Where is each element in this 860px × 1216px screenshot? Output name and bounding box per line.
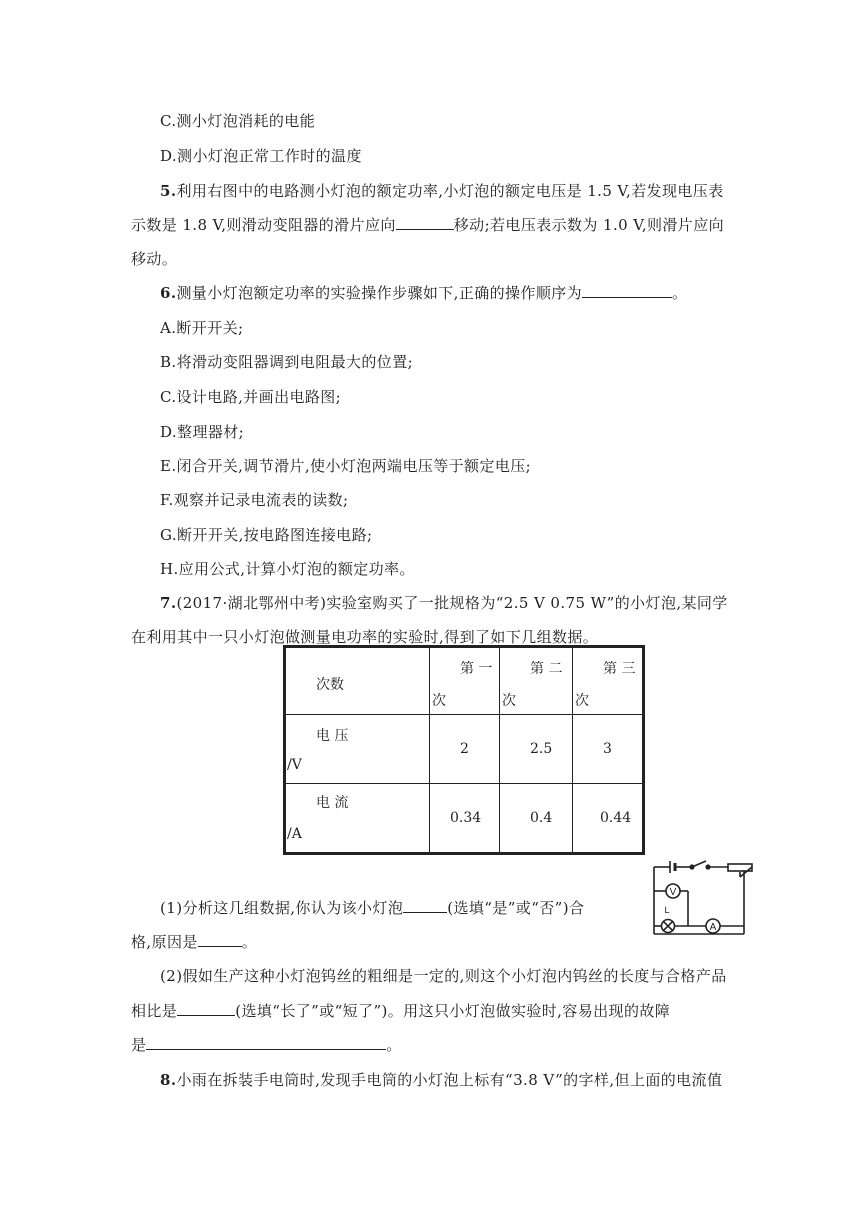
table-cell: [430, 715, 500, 784]
question-7-line2: 在利用其中一只小灯泡做测量电功率的实验时,得到了如下几组数据。: [131, 628, 599, 646]
question-5-line2: [131, 215, 724, 235]
question-text: 小雨在拆装手电筒时,发现手电筒的小灯泡上标有“3.8 V”的字样,但上面的电流值: [176, 1071, 723, 1089]
answer-blank[interactable]: [198, 932, 242, 947]
answer-blank[interactable]: [396, 215, 454, 230]
row-label: /A: [287, 826, 302, 842]
table-row: [285, 715, 644, 784]
question-number: 5.: [160, 182, 177, 200]
question-text: 。: [386, 1036, 402, 1054]
col-label: 次: [575, 693, 589, 709]
row-label: 电 压: [316, 728, 349, 744]
answer-blank[interactable]: [403, 898, 447, 913]
question-6-stem: [160, 283, 687, 303]
table-cell: [500, 715, 573, 784]
question-8-line1: [160, 1070, 722, 1090]
cell-value: 2.5: [530, 741, 553, 757]
table-header-cell: [573, 647, 644, 715]
question-number: 6.: [160, 284, 177, 302]
question-text: 是: [131, 1036, 147, 1054]
question-text: (2017·湖北鄂州中考)实验室购买了一批规格为“2.5 V 0.75 W”的小灯泡,某同学: [176, 594, 728, 612]
question-text: 。: [241, 933, 258, 951]
row-label-cell: [285, 784, 430, 854]
question-5-line1: [160, 181, 724, 201]
col-label: 第 二: [530, 661, 563, 677]
question-5-line3: 移动。: [131, 250, 178, 268]
table-cell: [573, 715, 644, 784]
question-text: 示数是 1.8 V,则滑动变阻器的滑片应向: [131, 216, 396, 234]
cell-value: 3: [603, 741, 612, 757]
step-item: C.设计电路,并画出电路图;: [160, 388, 342, 406]
question-7-sub2-line3: [131, 1035, 402, 1055]
answer-blank[interactable]: [177, 1001, 235, 1016]
cell-value: 0.34: [450, 810, 482, 826]
question-7-line1: [160, 593, 728, 613]
question-number: 7.: [160, 594, 177, 612]
question-text: 移动;若电压表示数为 1.0 V,则滑片应向: [453, 216, 725, 234]
question-7-sub2-line1: (2)假如生产这种小灯泡钨丝的粗细是一定的,则这个小灯泡内钨丝的长度与合格产品: [160, 967, 727, 985]
table-header-cell: [285, 647, 430, 715]
question-text: (1)分析这几组数据,你认为该小灯泡: [160, 899, 404, 917]
ammeter-label: A: [709, 922, 717, 933]
cell-value: 0.4: [530, 810, 553, 826]
question-text: 利用右图中的电路测小灯泡的额定功率,小灯泡的额定电压是 1.5 V,若发现电压表: [176, 182, 724, 200]
voltmeter-label: V: [669, 887, 677, 898]
col-label: 第 三: [603, 661, 636, 677]
question-text: 相比是: [131, 1002, 178, 1020]
question-number: 8.: [160, 1071, 177, 1089]
question-7-sub1-line2: [131, 932, 257, 952]
question-text: 。: [672, 284, 688, 302]
table-cell: [430, 784, 500, 854]
question-7-sub2-line2: [131, 1001, 670, 1021]
col-label: 第 一: [460, 661, 493, 677]
question-7-sub1-line1: [160, 898, 584, 918]
step-item: F.观察并记录电流表的读数;: [160, 491, 349, 509]
question-text: 测量小灯泡额定功率的实验操作步骤如下,正确的操作顺序为: [176, 284, 583, 302]
answer-blank[interactable]: [582, 283, 672, 298]
header-label: 次数: [316, 677, 344, 693]
row-label-cell: [285, 715, 430, 784]
data-table: [283, 645, 645, 855]
col-label: 次: [432, 693, 446, 709]
option-d: D.测小灯泡正常工作时的温度: [160, 147, 362, 165]
table-row: [285, 784, 644, 854]
table-cell: [573, 784, 644, 854]
step-item: G.断开开关,按电路图连接电路;: [160, 526, 373, 544]
cell-value: 2: [460, 741, 469, 757]
question-text: (选填“长了”或“短了”)。用这只小灯泡做实验时,容易出现的故障: [235, 1002, 671, 1020]
cell-value: 0.44: [600, 810, 632, 826]
step-item: D.整理器材;: [160, 423, 245, 441]
table-cell: [500, 784, 573, 854]
step-item: A.断开开关;: [160, 319, 244, 337]
step-item: E.闭合开关,调节滑片,使小灯泡两端电压等于额定电压;: [160, 457, 532, 475]
row-label: /V: [287, 757, 302, 773]
lamp-label: L: [664, 905, 670, 915]
switch-icon: [692, 861, 706, 867]
step-item: B.将滑动变阻器调到电阻最大的位置;: [160, 353, 414, 371]
table-header-cell: [500, 647, 573, 715]
question-text: 格,原因是: [131, 933, 198, 951]
question-text: (选填“是”或“否”)合: [447, 899, 585, 917]
answer-blank[interactable]: [146, 1035, 386, 1050]
step-item: H.应用公式,计算小灯泡的额定功率。: [160, 560, 415, 578]
table-header-cell: [430, 647, 500, 715]
col-label: 次: [502, 693, 516, 709]
circuit-diagram: [640, 858, 760, 942]
row-label: 电 流: [316, 795, 349, 811]
option-c: C.测小灯泡消耗的电能: [160, 112, 316, 130]
